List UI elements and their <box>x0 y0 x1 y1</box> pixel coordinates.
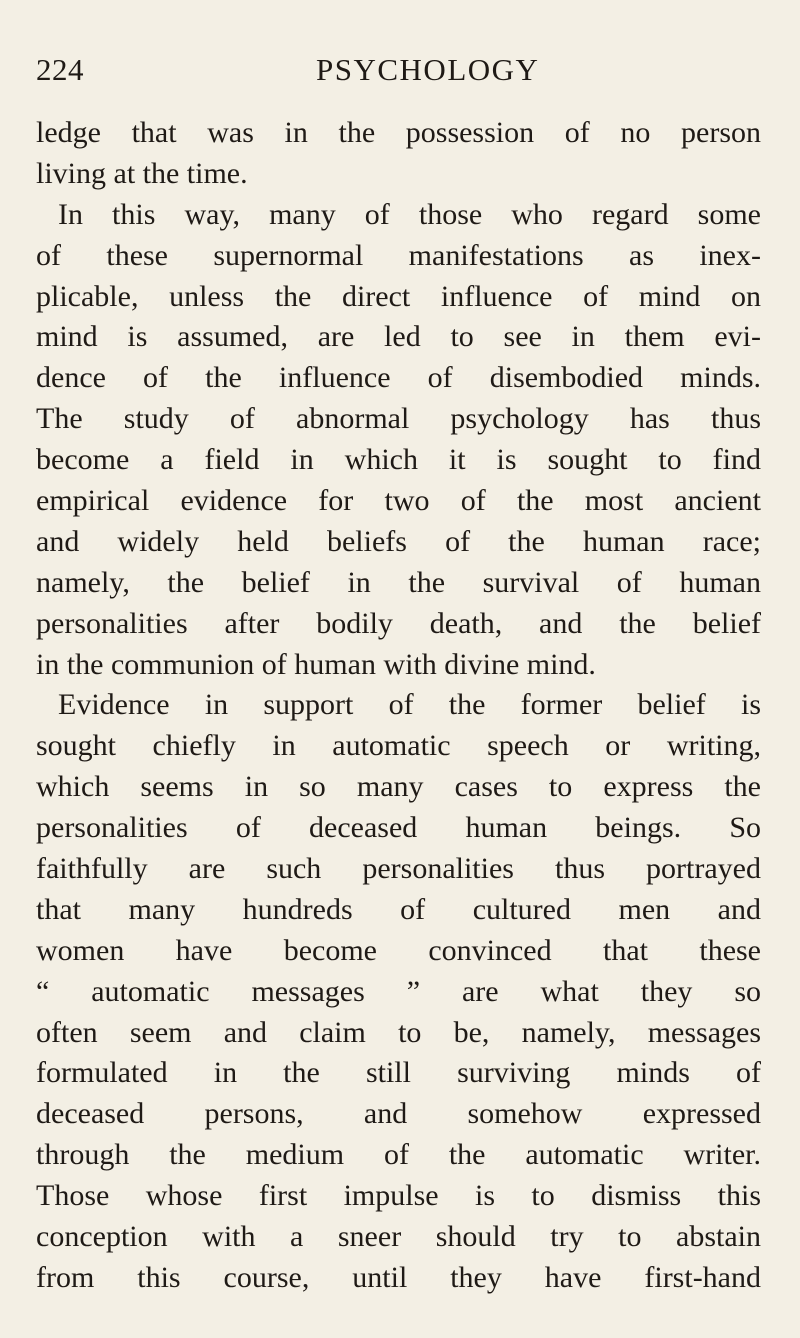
page-number: 224 <box>36 52 84 87</box>
text-line: Evidence in support of the former belief is <box>58 688 761 722</box>
text-line: namely, the belief in the survival of human <box>36 565 761 599</box>
text-line: “ automatic messages ” are what they so <box>36 974 761 1008</box>
text-line: in the communion of human with divine mind. <box>36 647 596 681</box>
text-line: In this way, many of those who regard some <box>58 197 761 231</box>
text-line: which seems in so many cases to express the <box>36 770 761 804</box>
text-line: from this course, until they have first-hand <box>36 1260 761 1294</box>
text-line: ledge that was in the possession of no person <box>36 116 761 149</box>
text-line: plicable, unless the direct influence of mind on <box>36 279 761 313</box>
text-line: through the medium of the automatic writer. <box>36 1138 761 1172</box>
text-line: formulated in the still surviving minds of <box>36 1056 761 1090</box>
text-line: dence of the influence of disembodied minds. <box>36 361 761 395</box>
text-line: personalities after bodily death, and the belief <box>36 606 761 640</box>
text-line: of these supernormal manifestations as inex- <box>36 238 761 272</box>
text-line: women have become convinced that these <box>36 933 761 967</box>
text-line: The study of abnormal psychology has thus <box>36 402 761 436</box>
text-line: faithfully are such personalities thus portrayed <box>36 852 761 886</box>
text-line: personalities of deceased human beings. So <box>36 811 761 845</box>
text-line: often seem and claim to be, namely, messages <box>36 1015 761 1049</box>
text-line: living at the time. <box>36 156 248 190</box>
running-title: PSYCHOLOGY <box>316 52 540 87</box>
text-line: mind is assumed, are led to see in them evi- <box>36 320 761 354</box>
text-line: sought chiefly in automatic speech or writing, <box>36 729 761 763</box>
text-line: and widely held beliefs of the human race; <box>36 524 761 558</box>
text-line: Those whose first impulse is to dismiss this <box>36 1179 761 1213</box>
text-line: conception with a sneer should try to abstain <box>36 1220 761 1254</box>
text-line: become a field in which it is sought to find <box>36 443 761 477</box>
body-text <box>36 113 761 1299</box>
text-line: empirical evidence for two of the most ancient <box>36 484 761 518</box>
text-line: deceased persons, and somehow expressed <box>36 1097 761 1131</box>
text-line: that many hundreds of cultured men and <box>36 892 761 926</box>
running-head <box>36 52 766 96</box>
